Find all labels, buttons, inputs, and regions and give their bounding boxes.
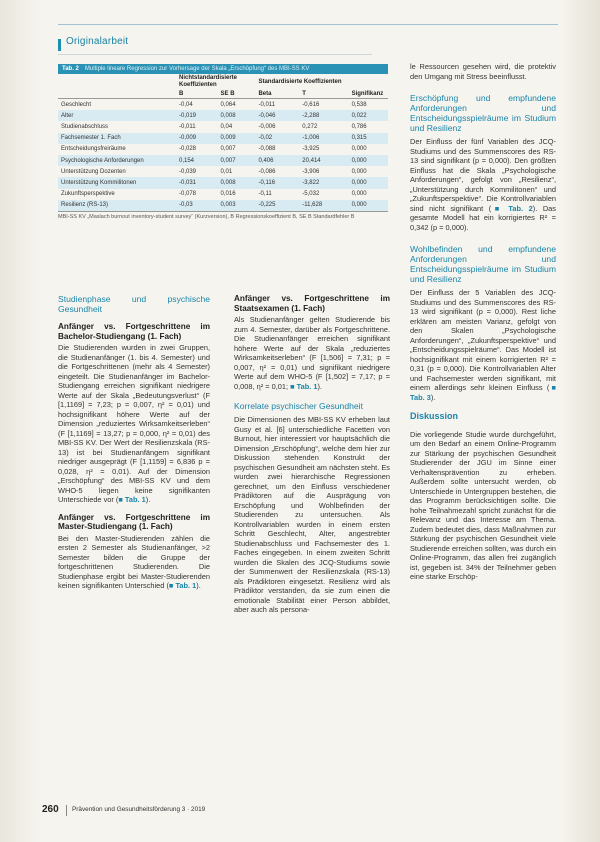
- cell: Psychologische Anforderungen: [58, 155, 176, 166]
- table-row: [58, 110, 388, 121]
- cell: 0,406: [255, 155, 299, 166]
- cell: 0,064: [220, 101, 236, 108]
- table-reference-text: Tab. 1: [296, 381, 318, 391]
- section-header: [58, 24, 558, 47]
- cell: -0,11: [258, 191, 272, 198]
- table-row: [58, 166, 388, 177]
- table-group-empty-2: [349, 74, 388, 90]
- table-reference-link[interactable]: ■ Tab. 1: [168, 581, 197, 591]
- text: Die Studierenden wurden in zwei Gruppen, die Studienanfänger (1. bis 4. Semester) und die Fortgeschrittenen (mehr als 4 Semester) eingeteilt. Die Studienanfänger im Bachelor-Studiengang erreichen signifikant niedrigere Werte auf der Skala „Bedeutungsverlust“ (F [1,1169] = 7,23; p = 0,007, η² = 0,01) und hochsignifikant höhere Werte auf der Dimension „reduziertes Wirksamkeitserleben“ (F [1,1169] = 13,27; p = 0,000, η² = 0,01) des MBI-SS KV. Der Wert der Resilienzskala (RS-13) ist bei Studienanfängern signifikant niedriger ausgeprägt (F [1,1159] = 6,836 p = 0,028, η² = 0,01). Auf der Dimension „Erschöpfung“ des MBI-SS KV und dem WHO-5 liegen keine signifikanten Unterschiede vor (: [58, 343, 210, 505]
- cell: -0,011: [258, 101, 276, 108]
- col-header: SE B: [218, 90, 256, 99]
- cell: 0,315: [349, 133, 388, 144]
- regression-table: [58, 64, 388, 221]
- table-caption-label: Tab. 2: [62, 66, 79, 72]
- text: ).: [196, 581, 201, 591]
- table-group-empty: [58, 74, 176, 90]
- subsection-heading: Anfänger vs. Fortgeschrittene im Master-Studiengang (1. Fach): [58, 512, 210, 532]
- col-header: Beta: [255, 90, 299, 99]
- text: Bei den Master-Studierenden zählen die ersten 2 Semester als Studienanfänger, >2 Semester bilden die Gruppe der fortgeschrittenen Studierenden. Die Studienphase ergibt bei Master-Studierenden keinen signifikanten Unterschied (: [58, 533, 210, 591]
- cell: -1,006: [299, 133, 348, 144]
- cell: 0,04: [220, 123, 233, 130]
- cell: -0,011: [179, 123, 196, 130]
- cell: -0,086: [258, 168, 276, 175]
- cell: 0,000: [351, 191, 367, 198]
- table-reference-link[interactable]: ■ Tab. 2: [491, 203, 533, 213]
- cell: 20,414: [299, 155, 348, 166]
- table-reference-link[interactable]: ■ Tab. 1: [118, 495, 146, 505]
- cell: -0,02: [255, 133, 299, 144]
- text: Der Einfluss der fünf Variablen des JCQ-Studiums und des Summenscores des RS-13 sind signifikant (p = 0,000). Den größten Einfluss hat die Skala „Psychologische Anforderungen“, gefolgt von „Resilienz“, „Unterstützung durch Kommilitonen“ und „Zukunftsperspektive“. Die Kontrollvariablen sind nicht signifikant (: [410, 137, 556, 213]
- cell: 0,154: [176, 155, 218, 166]
- subsection-heading: Anfänger vs. Fortgeschrittene im Bachelor-Studiengang (1. Fach): [58, 322, 210, 341]
- text: ). Das gesamte Modell hat ein korrigiertes R² = 0,342 (p = 0,000).: [410, 203, 556, 232]
- paragraph: [234, 315, 390, 391]
- section-heading: Studienphase und psychische Gesundheit: [58, 294, 210, 314]
- cell: Zukunftsperspektive: [61, 191, 115, 198]
- left-column: [58, 294, 210, 591]
- cell: -0,078: [179, 191, 197, 198]
- cell: -11,628: [299, 200, 348, 212]
- cell: 0,007: [218, 155, 256, 166]
- table-row: [58, 189, 388, 200]
- cell: 0,008: [218, 110, 256, 121]
- cell: 0,000: [349, 200, 388, 212]
- cell: 0,003: [218, 200, 256, 212]
- cell: -3,925: [302, 146, 320, 153]
- table-row: [58, 99, 388, 111]
- cell: -5,032: [302, 191, 320, 198]
- table-reference-text: Tab. 1: [124, 495, 146, 505]
- table-reference-link[interactable]: ■ Tab. 1: [290, 381, 318, 391]
- cell: Studienabschluss: [61, 123, 109, 130]
- cell: 0,786: [351, 123, 367, 130]
- cell: -0,03: [176, 200, 218, 212]
- cell: 0,000: [349, 155, 388, 166]
- table-caption-text: Multiple lineare Regression zur Vorhersage der Skala „Erschöpfung“ des MBI-SS KV: [84, 66, 310, 72]
- table-row: [58, 121, 388, 132]
- col-header: B: [176, 90, 218, 99]
- journal-name: Prävention und Gesundheitsförderung 3 · 2019: [72, 806, 206, 813]
- text: Als Studienanfänger gelten Studierende bis zum 4. Semester, darüber als Fortgeschrittene. Die Studienanfänger erreichen signifikant höhere Werte auf der Skala „reduziertes Wirksamkeitserleben“ (F [1,506] = 7,31; p = 0,007, η² = 0,01) und signifikant niedrigere Werte auf dem WHO-5 (F [1,502] = 7,17; p = 0,008, η² = 0,01;: [234, 315, 390, 391]
- paragraph: [58, 343, 210, 505]
- cell: Resilienz (RS-13): [58, 200, 176, 212]
- col-header: [58, 90, 176, 99]
- section-marker: [58, 39, 61, 51]
- cell: 0,000: [351, 168, 367, 175]
- cell: -0,031: [176, 177, 218, 188]
- cell: 0,01: [220, 168, 233, 175]
- subsection-heading: Anfänger vs. Fortgeschrittene im Staatsexamen (1. Fach): [234, 294, 390, 313]
- table-col-headers: [58, 90, 388, 99]
- cell: -3,906: [302, 168, 320, 175]
- section-heading: Erschöpfung und empfundene Anforderungen und Entscheidungsspielräume im Studium und Resilienz: [410, 93, 556, 133]
- table-row: [58, 133, 388, 144]
- table-group-nonstd: Nichtstandardisierte Koeffizienten: [179, 75, 238, 88]
- cell: 0,009: [218, 133, 256, 144]
- cell: -3,822: [299, 177, 348, 188]
- section-title: Originalarbeit: [66, 36, 129, 47]
- cell: Unterstützung Kommilitonen: [58, 177, 176, 188]
- page-number: 260: [42, 804, 59, 815]
- table-reference-text: Tab. 1: [175, 581, 197, 591]
- cell: -0,009: [176, 133, 218, 144]
- cell: -0,225: [255, 200, 299, 212]
- discussion-heading: Diskussion: [410, 411, 459, 421]
- table-row: [58, 144, 388, 155]
- cell: Fachsemester 1. Fach: [58, 133, 176, 144]
- cell: -0,04: [179, 101, 193, 108]
- cell: 0,022: [349, 110, 388, 121]
- paragraph: le Ressourcen gesehen wird, die protektiv den Umgang mit Stress beeinflusst.: [410, 62, 556, 81]
- paragraph: [410, 137, 556, 232]
- cell: -2,288: [299, 110, 348, 121]
- table-row: [58, 155, 388, 166]
- cell: 0,016: [220, 191, 236, 198]
- cell: Entscheidungsfreiräume: [61, 146, 126, 153]
- cell: -0,006: [258, 123, 276, 130]
- col-header: Signifikanz: [349, 90, 388, 99]
- table-note: MBI-SS KV „Maslach burnout inventory-student survey“ (Kurzversion), B Regressionskoeffizient B, SE B Standardfehler B: [58, 213, 355, 220]
- cell: -0,616: [302, 101, 320, 108]
- cell: Alter: [58, 110, 176, 121]
- cell: -0,039: [179, 168, 197, 175]
- table-body: [58, 74, 388, 212]
- cell: 0,008: [218, 177, 256, 188]
- text: ).: [317, 381, 322, 391]
- table-reference-text: Tab. 3: [410, 392, 431, 402]
- cell: Unterstützung Dozenten: [61, 168, 126, 175]
- text: ).: [145, 495, 151, 505]
- col-header: T: [299, 90, 348, 99]
- cell: 0,272: [302, 123, 318, 130]
- cell: 0,000: [349, 177, 388, 188]
- paragraph: Die Dimensionen des MBI-SS KV erheben laut Gusy et al. [6] unterschiedliche Facetten von Burnout, hier interessiert vor hauptsächlich die Dimension „Erschöpfung“, welche dem hier zur Diskussion stehenden Konstrukt der psychischen Gesundheit am nächsten steht. Es wurden zwei hierarchische Regressionen gerechnet, um den Einfluss verschiedener Prädiktoren auf die Ausprägung von Erschöpfung und Wohlbefinden der Studierenden zu untersuchen. Als Kontrollvariablen wurden in einem ersten Schritt Geschlecht, Alter, angestrebter Studienabschluss und Fachsemester des 1. Faches eingegeben. In einem zweiten Schritt wurden die Skalen des JCQ-Studiums sowie der Summenwert der Resilienzskala (RS-13) als Prädiktoren eingesetzt. Resilienz wird als Prädiktor verstanden, da sie zum einen die emotionale Stabilität einer Person abbildet, aber auch als persona-: [234, 415, 390, 615]
- table-row: [58, 200, 388, 212]
- table-reference-text: Tab. 2: [508, 203, 533, 213]
- text: ).: [430, 392, 436, 402]
- paragraph: [410, 288, 556, 402]
- header-divider: [58, 54, 372, 55]
- cell: 0,000: [351, 146, 367, 153]
- table-caption: [58, 64, 388, 74]
- page-footer: [42, 804, 562, 818]
- footer-divider: [66, 805, 67, 816]
- section-heading: Wohlbefinden und empfundene Anforderungen und Entscheidungsspielräume im Studium und Resilienz: [410, 244, 556, 284]
- paragraph: Die vorliegende Studie wurde durchgeführt, um den Bedarf an einem Online-Programm zur Stärkung der psychischen Gesundheit Studierender der JGU im Sinne einer Verhaltensprävention zu erheben. Außerdem sollte untersucht werden, ob Unterschiede in Untergruppen bestehen, die das Programm berücksichtigen sollte. Die hohe Teilnahmezahl spricht zunächst für die Relevanz und das Interesse am Thema. Zudem bedeutet dies, dass Maßnahmen zur Stärkung der psychischen Gesundheit viele Studierende erreichen sollten, was durch ein Online-Programm, das allen frei zugänglich ist, gegeben ist. 34% der Teilnehmer geben eine starke Erschöp-: [410, 429, 556, 581]
- section-heading: Korrelate psychischer Gesundheit: [234, 401, 363, 412]
- middle-column: [234, 294, 390, 615]
- cell: -0,116: [255, 177, 299, 188]
- text: Der Einfluss der 5 Variablen des JCQ-Studiums und des Summenscores des RS-13 wird signifikant (p = 0,000). Rest liche erklären am meisten Varianz, gefolgt von den Skalen „Psychologische Anforderungen“, „Zukunftsperspektive“ und „Entscheidungsspielräume“. Das Modell ist hochsignifikant mit einem korrigierten R² = 0,31 (p = 0,000). Die Kontrollvariablen Alter und Fachsemester werden signifikant, mit einem allerdings sehr kleinen Einfluss (: [410, 288, 556, 392]
- table-group-std: Standardisierte Koeffizienten: [258, 78, 342, 85]
- table-row: [58, 177, 388, 188]
- cell: 0,007: [220, 146, 236, 153]
- cell: -0,046: [255, 110, 299, 121]
- paragraph: [58, 534, 210, 591]
- table-reference-link[interactable]: ■ Tab. 3: [410, 383, 557, 402]
- cell: Geschlecht: [61, 101, 92, 108]
- right-column: [410, 62, 556, 582]
- cell: -0,088: [258, 146, 276, 153]
- cell: -0,028: [179, 146, 197, 153]
- cell: 0,538: [351, 101, 367, 108]
- cell: -0,019: [176, 110, 218, 121]
